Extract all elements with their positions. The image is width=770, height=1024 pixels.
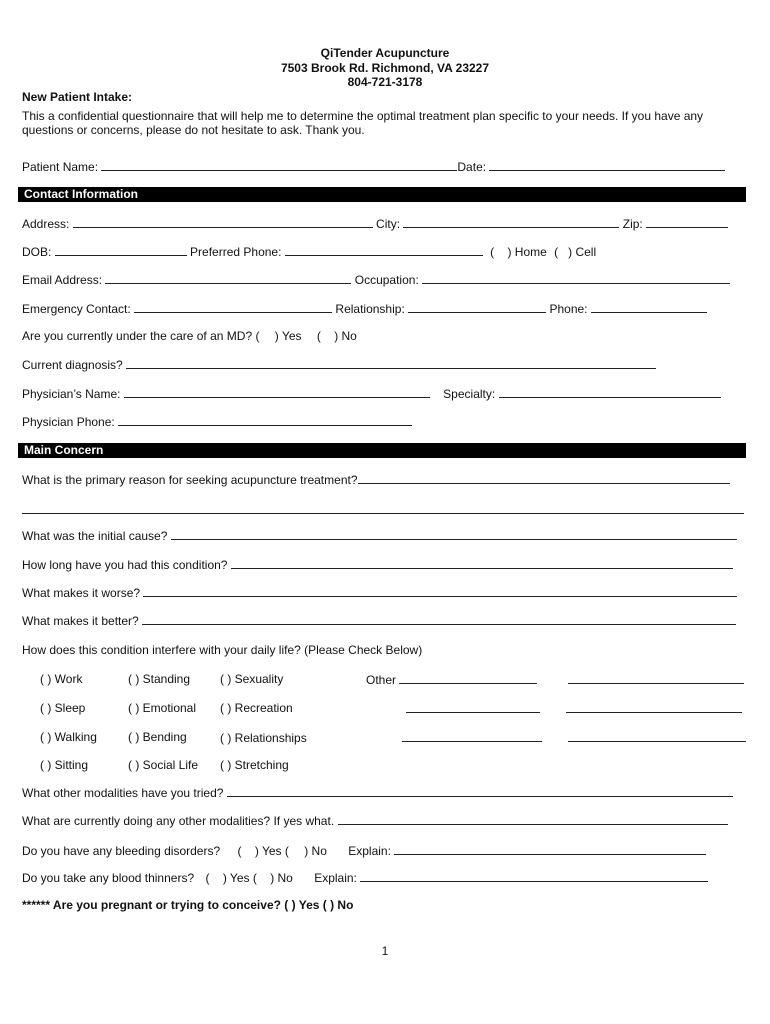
phone-label: Phone: [549,302,588,316]
other-field-2a-wrap [406,701,540,716]
form-title: New Patient Intake: [22,90,133,104]
physician-row [22,386,721,401]
initial-cause-field[interactable] [171,528,737,540]
bleeding-explain-label: Explain: [348,844,391,858]
check-sleep[interactable]: ( ) Sleep [40,701,86,715]
other-field-3b[interactable] [568,730,746,742]
zip-label: Zip: [622,217,643,231]
modalities-current-row [22,813,728,828]
better-label: What makes it better? [22,614,139,628]
duration-row [22,557,733,572]
address-label: Address: [22,217,70,231]
thinners-no-checkbox[interactable]: ) No [270,871,293,885]
check-recreation[interactable]: ( ) Recreation [220,701,293,715]
check-stretching[interactable]: ( ) Stretching [220,758,289,772]
primary-reason-continuation-line[interactable] [22,513,744,514]
check-standing[interactable]: ( ) Standing [128,672,191,686]
cell-checkbox[interactable]: ( ) Cell [554,245,597,259]
physician-name-label: Physician’s Name: [22,387,121,401]
address-row [22,216,728,231]
thinners-explain-field[interactable] [360,870,708,882]
other-field-3b-wrap [568,730,746,745]
other-field-2b-wrap [566,701,742,716]
thinners-label: Do you take any blood thinners? [22,871,195,885]
pregnancy-question[interactable]: ****** Are you pregnant or trying to conceive? ( ) Yes ( ) No [22,898,354,912]
other-field-2b[interactable] [566,701,742,713]
bleeding-yes-open: ( [237,844,242,858]
other-field-3a[interactable] [402,730,542,742]
check-bending[interactable]: ( ) Bending [128,730,187,744]
check-relationships[interactable]: ( ) Relationships [220,731,307,745]
bleeding-no-checkbox[interactable]: ) No [304,844,327,858]
physician-phone-label: Physician Phone: [22,415,115,429]
modalities-current-label: What are currently doing any other modalities? If yes what. [22,814,335,828]
occupation-field[interactable] [422,272,730,284]
thinners-row [22,870,708,885]
other-field-3a-wrap [402,730,542,745]
contact-section-heading: Contact Information [18,187,746,202]
diagnosis-field[interactable] [126,357,656,369]
business-phone: 804-721-3178 [347,75,423,89]
primary-reason-field[interactable] [358,472,730,484]
modalities-current-field[interactable] [338,813,728,825]
preferred-phone-field[interactable] [285,244,483,256]
email-row [22,272,730,287]
specialty-label: Specialty: [443,387,496,401]
business-name: QiTender Acupuncture [320,46,450,60]
dob-label: DOB: [22,245,52,259]
email-label: Email Address: [22,273,103,287]
interfere-question: How does this condition interfere with your daily life? (Please Check Below) [22,643,423,657]
physician-name-field[interactable] [124,386,430,398]
check-emotional[interactable]: ( ) Emotional [128,701,197,715]
check-walking[interactable]: ( ) Walking [40,730,97,744]
diagnosis-row [22,357,656,372]
other-field-2a[interactable] [406,701,540,713]
phone-field[interactable] [591,301,707,313]
md-care-question: Are you currently under the care of an MD? ( [22,329,260,343]
bleeding-explain-field[interactable] [394,843,706,855]
city-label: City: [376,217,401,231]
worse-field[interactable] [143,585,737,597]
other-row-1 [366,672,537,687]
emergency-contact-field[interactable] [134,301,332,313]
other-field-1b[interactable] [568,672,744,684]
main-concern-heading: Main Concern [18,443,746,458]
preferred-phone-label: Preferred Phone: [190,245,282,259]
home-checkbox[interactable]: ( ) Home [490,245,547,259]
duration-label: How long have you had this condition? [22,558,228,572]
modalities-tried-field[interactable] [227,785,733,797]
worse-label: What makes it worse? [22,586,141,600]
patient-name-row [22,159,725,174]
duration-field[interactable] [231,557,733,569]
intro-line-2: questions or concerns, please do not hesitate to ask. Thank you. [22,123,365,137]
better-field[interactable] [142,613,736,625]
emergency-contact-label: Emergency Contact: [22,302,131,316]
modalities-tried-row [22,785,733,800]
physician-phone-field[interactable] [118,414,412,426]
other-label: Other [366,673,397,687]
check-work[interactable]: ( ) Work [40,672,83,686]
patient-name-label: Patient Name: [22,160,99,174]
business-address: 7503 Brook Rd. Richmond, VA 23227 [280,61,490,75]
date-label: Date: [457,160,487,174]
primary-reason-label: What is the primary reason for seeking acupuncture treatment? [22,473,358,487]
check-sexuality[interactable]: ( ) Sexuality [220,672,284,686]
dob-row [22,244,596,259]
primary-reason-row [22,472,730,487]
relationship-label: Relationship: [335,302,405,316]
worse-row [22,585,737,600]
intro-line-1: This a confidential questionnaire that will help me to determine the optimal treatment plan specific to your needs. If you have any [22,109,704,123]
address-field[interactable] [73,216,373,228]
relationship-field[interactable] [408,301,546,313]
other-field-1b-wrap [568,672,744,687]
bleeding-yes-checkbox[interactable]: ) Yes ( [254,844,289,858]
initial-cause-label: What was the initial cause? [22,529,168,543]
bleeding-row [22,843,706,858]
check-sitting[interactable]: ( ) Sitting [40,758,89,772]
occupation-label: Occupation: [354,273,419,287]
bleeding-label: Do you have any bleeding disorders? [22,844,221,858]
initial-cause-row [22,528,737,543]
thinners-yes-open: ( [205,871,210,885]
date-field[interactable] [489,159,725,171]
diagnosis-label: Current diagnosis? [22,358,123,372]
specialty-field[interactable] [499,386,721,398]
dob-field[interactable] [55,244,187,256]
email-field[interactable] [105,272,351,284]
md-care-row [22,329,357,343]
thinners-yes-checkbox[interactable]: ) Yes ( [222,871,257,885]
other-field-1a[interactable] [399,672,537,684]
better-row [22,613,736,628]
patient-name-field[interactable] [101,159,457,171]
city-field[interactable] [403,216,619,228]
md-no-checkbox[interactable]: ( ) No [316,329,357,343]
page-number: 1 [381,944,389,958]
zip-field[interactable] [646,216,728,228]
physician-phone-row [22,414,412,429]
emergency-row [22,301,707,316]
check-social-life[interactable]: ( ) Social Life [128,758,199,772]
thinners-explain-label: Explain: [314,871,357,885]
md-yes-checkbox[interactable]: ) Yes [274,329,302,343]
modalities-tried-label: What other modalities have you tried? [22,786,224,800]
